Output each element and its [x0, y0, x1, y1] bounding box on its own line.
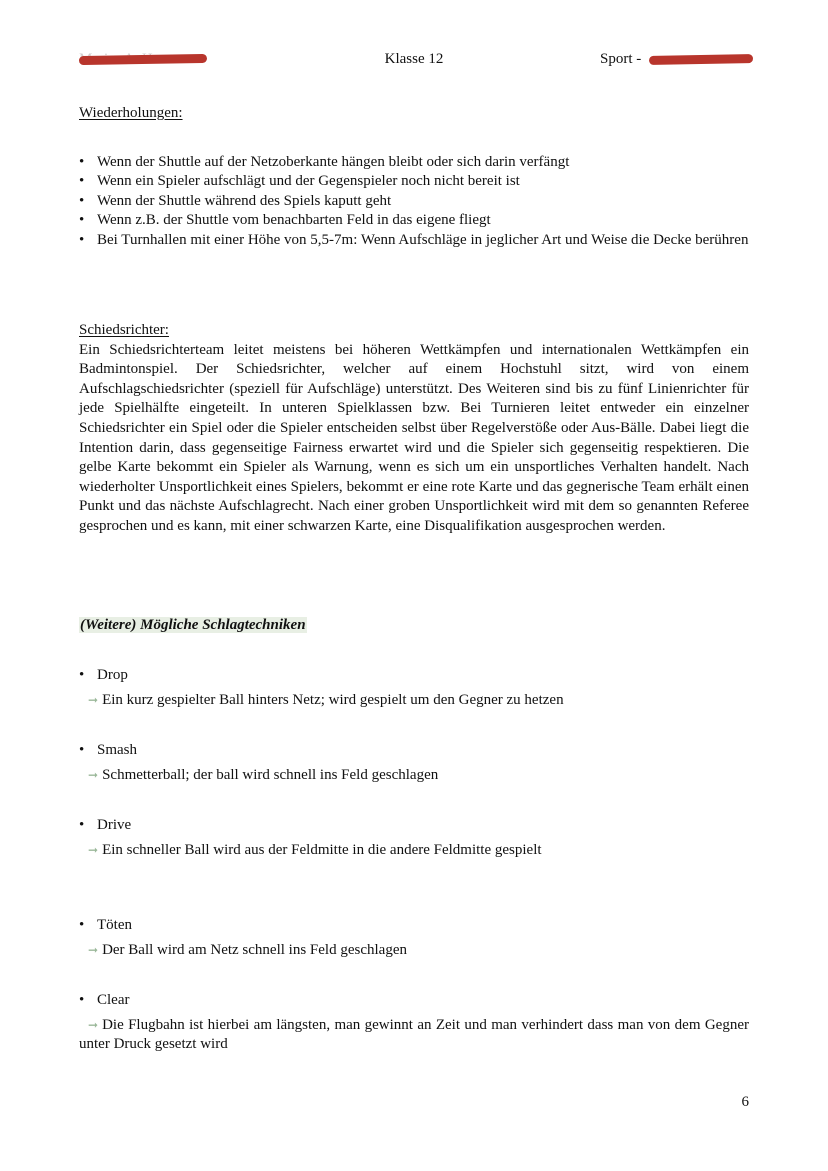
arrow-icon: ➞	[88, 767, 99, 782]
list-item: • Bei Turnhallen mit einer Höhe von 5,5-7m: Wenn Aufschläge in jeglicher Art und Weise die Decke berühren	[79, 231, 749, 251]
technique-clear	[79, 991, 749, 1055]
technique-drive	[79, 816, 749, 860]
technique-description-text: Der Ball wird am Netz schnell ins Feld geschlagen	[102, 941, 407, 958]
list-item: • Wenn der Shuttle auf der Netzoberkante hängen bleibt oder sich darin verfängt	[79, 153, 749, 173]
heading-schlagtechniken: (Weitere) Mögliche Schlagtechniken	[80, 617, 306, 633]
technique-term: • Smash	[79, 741, 749, 761]
technique-term: • Drive	[79, 816, 749, 836]
header-subject-text: Sport -	[600, 51, 645, 67]
technique-smash	[79, 741, 749, 785]
section-schiedsrichter	[79, 321, 749, 537]
section-schlagtechniken	[79, 616, 749, 636]
arrow-icon: ➞	[88, 942, 99, 957]
arrow-icon: ➞	[88, 1017, 99, 1032]
list-wiederholungen	[79, 153, 749, 251]
heading-schiedsrichter: Schiedsrichter:	[79, 322, 169, 338]
heading-wiederholungen: Wiederholungen:	[79, 105, 183, 121]
arrow-icon: ➞	[88, 842, 99, 857]
technique-description	[79, 691, 749, 711]
list-item: • Wenn der Shuttle während des Spiels kaputt geht	[79, 192, 749, 212]
technique-description-text: Ein schneller Ball wird aus der Feldmitte in die andere Feldmitte gespielt	[102, 841, 542, 858]
technique-drop	[79, 666, 749, 710]
redaction-mark-subject	[649, 54, 753, 65]
page-number: 6	[741, 1094, 749, 1110]
arrow-icon: ➞	[88, 692, 99, 707]
technique-description	[79, 941, 749, 961]
technique-description-text: Die Flugbahn ist hierbei am längsten, man gewinnt an Zeit und man verhindert dass man von dem Gegner unter Druck gesetzt wird	[79, 1016, 749, 1053]
technique-description	[79, 1016, 749, 1055]
technique-term: • Clear	[79, 991, 749, 1011]
technique-term: • Töten	[79, 916, 749, 936]
list-item: • Wenn z.B. der Shuttle vom benachbarten Feld in das eigene fliegt	[79, 211, 749, 231]
section-wiederholungen	[79, 104, 749, 251]
technique-description	[79, 841, 749, 861]
header-class: Klasse 12	[384, 51, 444, 67]
list-item: • Wenn ein Spieler aufschlägt und der Gegenspieler noch nicht bereit ist	[79, 172, 749, 192]
technique-toeten	[79, 916, 749, 960]
header-subject	[600, 49, 753, 69]
technique-description-text: Ein kurz gespielter Ball hinters Netz; wird gespielt um den Gegner zu hetzen	[102, 691, 564, 708]
paragraph-schiedsrichter: Ein Schiedsrichterteam leitet meistens bei höheren Wettkämpfen und internationalen Wettkämpfen ein Badmintonspiel. Der Schiedsrichter, welcher auf einem Hochstuhl sitzt, wird von einem Aufschlagschiedsrichter (speziell für Aufschläge) unterstützt. Des Weiteren sind bis zu fünf Linienrichter für jede Spielhälfte eingeteilt. In unteren Spielklassen bzw. Bei Turnieren leitet entweder ein einzelner Schiedsrichter ein Spiel oder die Spieler entscheiden selbst über Regelverstöße oder Aus-Bälle. Dabei liegt die Intention darin, dass gegenseitige Fairness erwartet wird und die Spieler sich gegenseitig respektieren. Die gelbe Karte bekommt ein Spieler als Warnung, wenn es sich um ein unsportliches Verhalten handelt. Nach wiederholter Unsportlichkeit eines Spielers, bekommt er eine rote Karte und das gegnerische Team erhält einen Punkt und das nächste Aufschlagrecht. Nach einer groben Unsportlichkeit wird mit dem so genannten Referee gesprochen und es kann, mit einer schwarzen Karte, eine Disqualifikation ausgesprochen werden.	[79, 341, 749, 534]
technique-term: • Drop	[79, 666, 749, 686]
technique-description	[79, 766, 749, 786]
technique-description-text: Schmetterball; der ball wird schnell ins Feld geschlagen	[102, 766, 439, 783]
